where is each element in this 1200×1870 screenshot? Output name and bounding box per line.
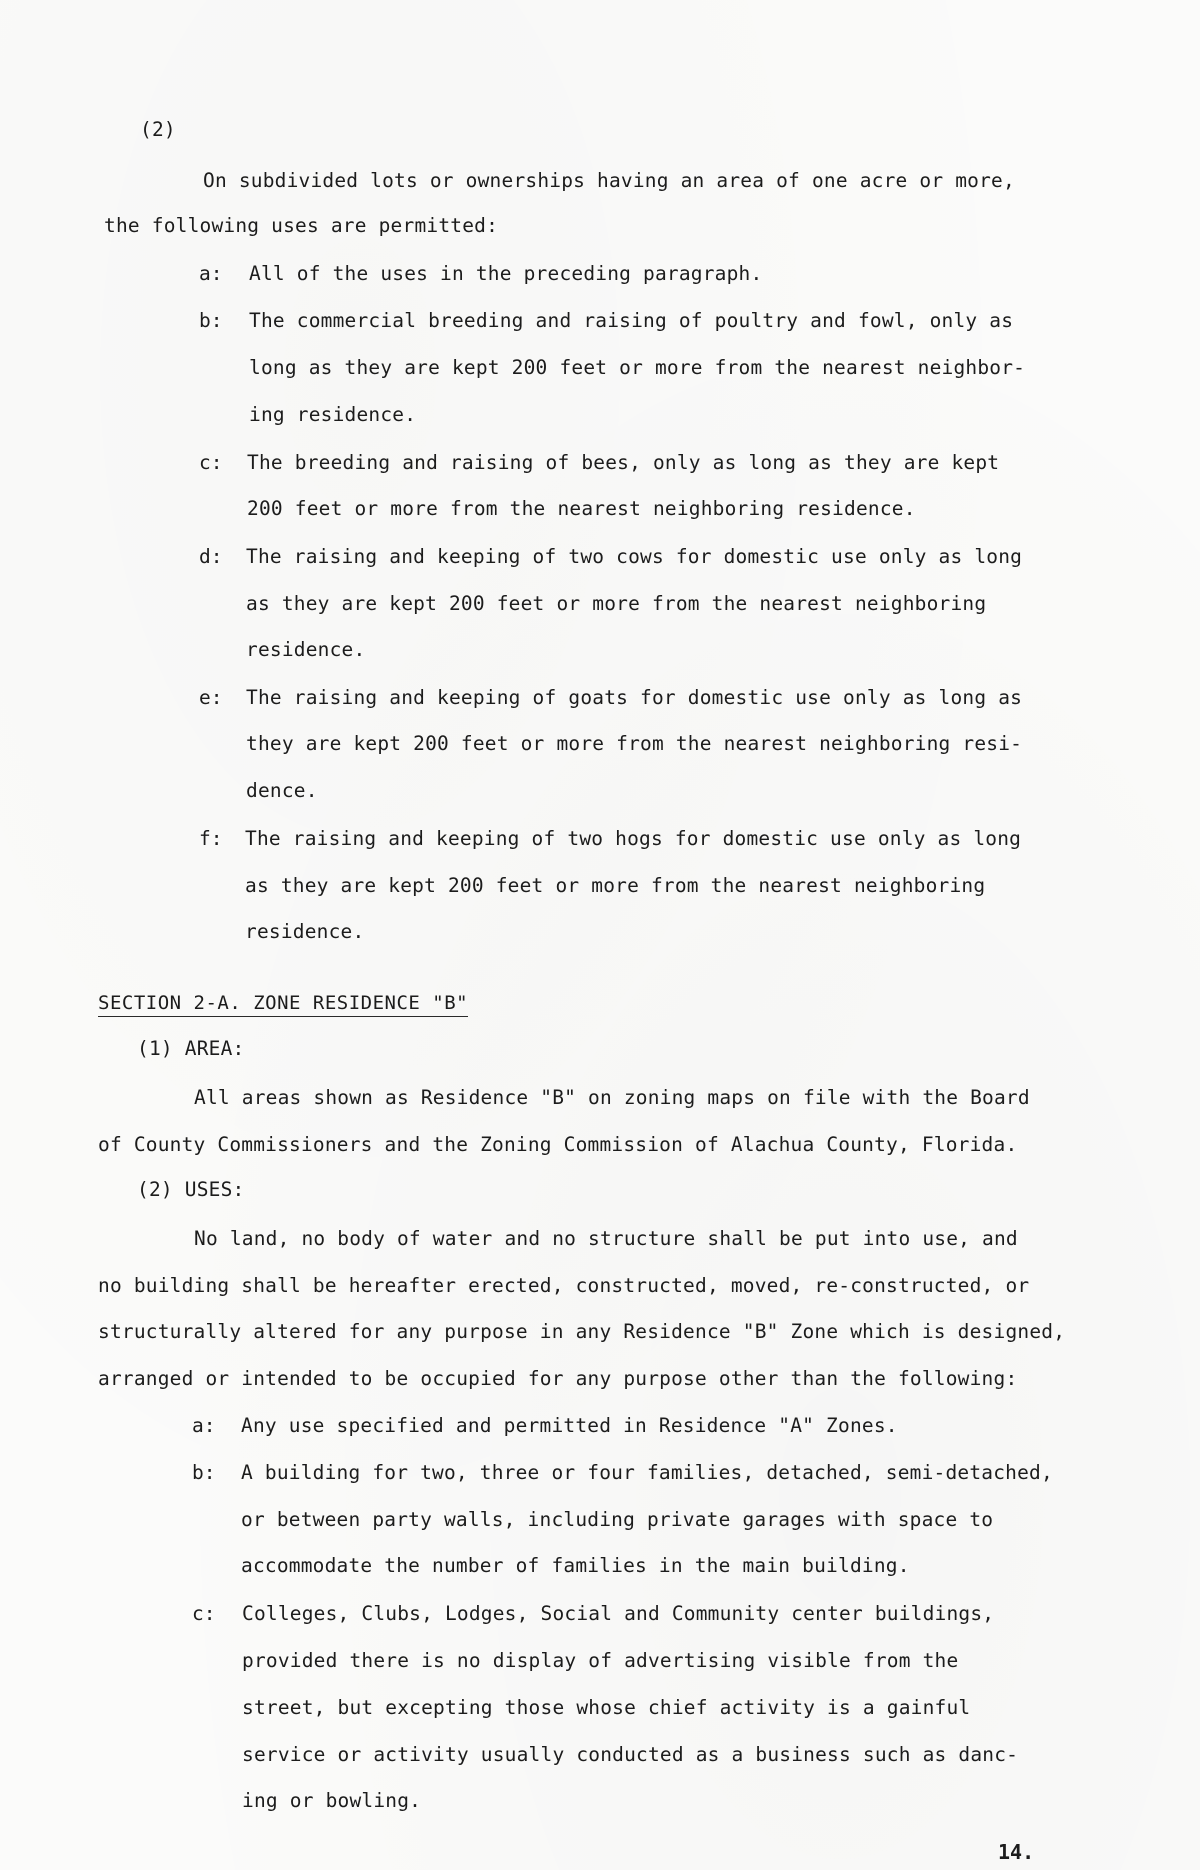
subsection-label-uses: (2) USES: bbox=[137, 1178, 245, 1201]
item-line: ing or bowling. bbox=[242, 1789, 422, 1812]
item-line: Any use specified and permitted in Residence "A" Zones. bbox=[241, 1414, 898, 1437]
item-label: d: bbox=[199, 545, 223, 568]
item-line: residence. bbox=[245, 920, 365, 943]
paragraph-line: arranged or intended to be occupied for any purpose other than the following: bbox=[98, 1367, 1018, 1390]
item-label: a: bbox=[199, 262, 223, 285]
section-heading: SECTION 2-A. ZONE RESIDENCE "B" bbox=[98, 991, 468, 1017]
item-label: b: bbox=[199, 309, 223, 332]
paragraph-line: the following uses are permitted: bbox=[104, 214, 499, 237]
paragraph-line: All areas shown as Residence "B" on zoning maps on file with the Board bbox=[194, 1086, 1030, 1109]
subsection-label-area: (1) AREA: bbox=[137, 1037, 245, 1060]
item-label: c: bbox=[199, 451, 223, 474]
item-line: service or activity usually conducted as a business such as danc- bbox=[242, 1743, 1019, 1766]
item-line: dence. bbox=[246, 779, 318, 802]
item-label: b: bbox=[192, 1461, 216, 1484]
item-line: street, but excepting those whose chief activity is a gainful bbox=[242, 1696, 971, 1719]
paragraph-line: structurally altered for any purpose in any Residence "B" Zone which is designed, bbox=[98, 1320, 1066, 1343]
paragraph-line: No land, no body of water and no structure shall be put into use, and bbox=[194, 1227, 1018, 1250]
paragraph-line: no building shall be hereafter erected, constructed, moved, re-constructed, or bbox=[98, 1274, 1030, 1297]
item-line: The breeding and raising of bees, only as long as they are kept bbox=[247, 451, 1000, 474]
paragraph-line: On subdivided lots or ownerships having an area of one acre or more, bbox=[203, 169, 1015, 192]
item-line: accommodate the number of families in the main building. bbox=[241, 1554, 910, 1577]
item-line: as they are kept 200 feet or more from the nearest neighboring bbox=[245, 874, 986, 897]
item-line: The raising and keeping of goats for domestic use only as long as bbox=[246, 686, 1023, 709]
item-line: provided there is no display of advertising visible from the bbox=[242, 1649, 959, 1672]
item-line: residence. bbox=[246, 638, 366, 661]
item-line: The commercial breeding and raising of poultry and fowl, only as bbox=[249, 309, 1014, 332]
item-line: long as they are kept 200 feet or more from the nearest neighbor- bbox=[249, 356, 1026, 379]
item-line: The raising and keeping of two hogs for domestic use only as long bbox=[245, 827, 1022, 850]
item-line: as they are kept 200 feet or more from the nearest neighboring bbox=[246, 592, 987, 615]
item-line: 200 feet or more from the nearest neighboring residence. bbox=[247, 497, 916, 520]
item-label: f: bbox=[199, 827, 223, 850]
page-marker: (2) bbox=[140, 118, 176, 141]
item-label: e: bbox=[199, 686, 223, 709]
item-line: or between party walls, including private garages with space to bbox=[241, 1508, 994, 1531]
item-label: a: bbox=[192, 1414, 216, 1437]
page-number: 14. bbox=[998, 1840, 1035, 1864]
paragraph-line: of County Commissioners and the Zoning Commission of Alachua County, Florida. bbox=[98, 1133, 1018, 1156]
item-line: they are kept 200 feet or more from the nearest neighboring resi- bbox=[246, 732, 1023, 755]
item-line: Colleges, Clubs, Lodges, Social and Community center buildings, bbox=[242, 1602, 995, 1625]
item-label: c: bbox=[192, 1602, 216, 1625]
item-line: ing residence. bbox=[249, 403, 417, 426]
item-line: All of the uses in the preceding paragraph. bbox=[249, 262, 763, 285]
item-line: The raising and keeping of two cows for domestic use only as long bbox=[246, 545, 1023, 568]
item-line: A building for two, three or four families, detached, semi-detached, bbox=[241, 1461, 1053, 1484]
